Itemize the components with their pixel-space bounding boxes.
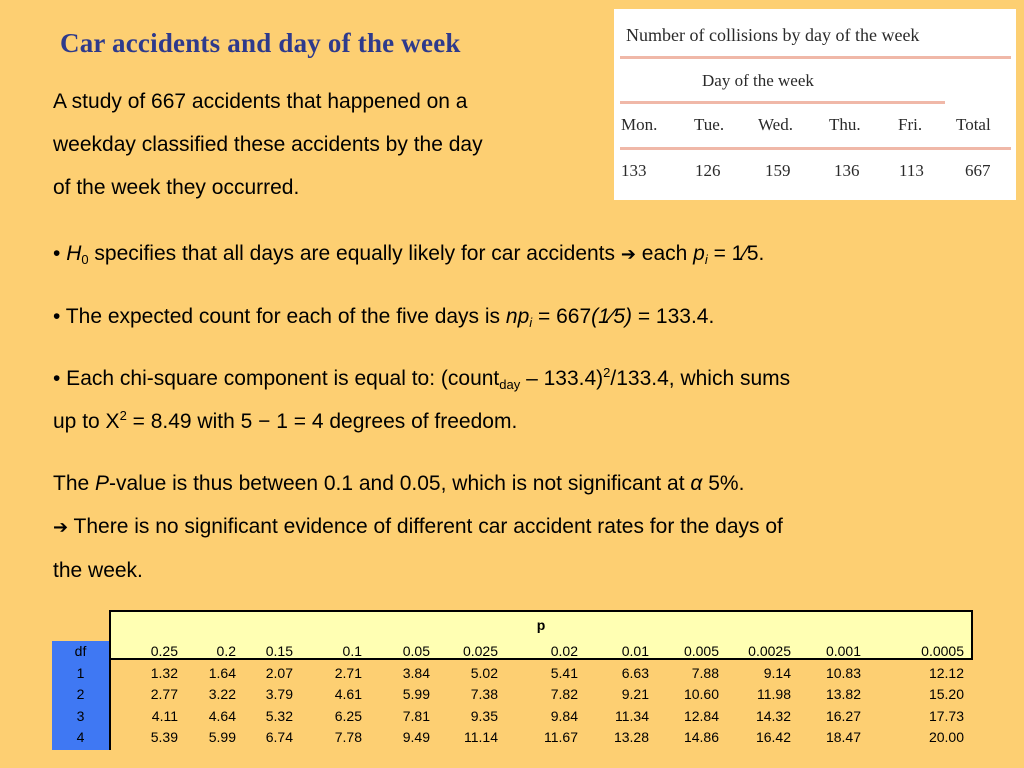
collision-header-mon: Mon. (621, 115, 658, 134)
critical-value-cell: 5.32 (265, 707, 293, 724)
p-value-header: 0.1 (342, 643, 362, 659)
bullet-text: • The expected count for each of the five days is (53, 305, 506, 328)
alpha-symbol: α (690, 472, 703, 495)
p-value-header: 0.001 (825, 643, 861, 659)
collision-value-fri: 113 (899, 161, 924, 180)
intro-line: of the week they occurred. (53, 176, 300, 199)
bullet-text: – 133.4) (520, 367, 604, 390)
critical-value-cell: 9.35 (470, 707, 498, 724)
critical-value-cell: 11.98 (757, 686, 791, 702)
df-header-label: df (74, 643, 87, 659)
conclusion-text: The (53, 472, 96, 495)
critical-value-cell: 7.88 (691, 664, 719, 681)
table-rule (620, 147, 1011, 150)
collision-value-wed: 159 (765, 161, 791, 180)
count-subscript: day (499, 377, 521, 392)
critical-value-cell: 9.84 (550, 707, 578, 724)
p-value-header: 0.0005 (921, 643, 964, 659)
fraction: (1⁄5) (591, 305, 632, 328)
critical-value-cell: 2.71 (334, 664, 362, 681)
bullet-text: • Each chi-square component is equal to: (count (53, 367, 500, 390)
p-value-header: 0.25 (150, 643, 178, 659)
bullet-chi-square (53, 357, 983, 443)
intro-line: A study of 667 accidents that happened on a (53, 90, 468, 113)
df-value: 3 (76, 707, 85, 724)
intro-paragraph (53, 80, 613, 209)
critical-value-cell: 16.27 (825, 707, 861, 724)
bullet-text: specifies that all days are equally likely for car accidents (88, 242, 621, 265)
bullet-text: = 1⁄5. (707, 242, 765, 265)
critical-value-cell: 20.00 (928, 729, 964, 745)
bullet-text: = 8.49 with 5 − 1 = 4 degrees of freedom. (126, 410, 518, 433)
p-value-header: 0.02 (550, 643, 578, 659)
bullet-text: /133.4, which sums (610, 367, 791, 390)
bullet-text: up to X (53, 410, 120, 433)
critical-value-cell: 14.86 (683, 729, 719, 745)
critical-value-cell: 9.14 (763, 664, 791, 681)
critical-value-cell: 7.81 (402, 707, 430, 724)
critical-value-cell: 12.12 (928, 664, 964, 681)
critical-value-cell: 1.32 (150, 664, 178, 681)
critical-value-cell: 16.42 (755, 729, 791, 745)
critical-value-cell: 3.79 (265, 686, 293, 702)
square-superscript: 2 (603, 365, 611, 380)
collision-value-total: 667 (965, 161, 991, 180)
critical-value-cell: 6.63 (621, 664, 649, 681)
square-superscript: 2 (119, 408, 127, 423)
critical-value-cell: 5.41 (550, 664, 578, 681)
critical-value-cell: 2.07 (265, 664, 293, 681)
critical-value-cell: 11.34 (615, 707, 649, 724)
critical-value-cell: 7.78 (334, 729, 362, 745)
bullet-text: = 667 (532, 305, 592, 328)
collision-header-wed: Wed. (758, 115, 793, 134)
p-value-header: 0.05 (402, 643, 430, 659)
conclusion-paragraph (53, 462, 983, 592)
h-subscript: 0 (81, 252, 89, 267)
collision-header-tue: Tue. (694, 115, 725, 134)
bullet-expected-count (53, 295, 983, 338)
df-value: 4 (76, 729, 85, 745)
p-value-header: 0.005 (683, 643, 719, 659)
critical-value-cell: 6.25 (334, 707, 362, 724)
p-value-header: 0.025 (462, 643, 498, 659)
critical-value-cell: 5.39 (150, 729, 178, 745)
critical-value-cell: 4.11 (151, 707, 178, 724)
critical-value-cell: 5.99 (402, 686, 430, 702)
critical-value-cell: 2.77 (150, 686, 178, 702)
p-value-header: 0.01 (621, 643, 649, 659)
collision-header-total: Total (956, 115, 991, 134)
critical-value-cell: 14.32 (755, 707, 791, 724)
p-value-header: 0.2 (216, 643, 236, 659)
critical-value-cell: 11.67 (544, 729, 578, 745)
conclusion-text: 5%. (702, 472, 745, 495)
critical-value-cell: 4.64 (208, 707, 236, 724)
arrow-icon: ➔ (53, 517, 69, 538)
critical-value-cell: 7.38 (470, 686, 498, 702)
np-subscript: i (529, 315, 533, 330)
critical-value-cell: 11.14 (464, 729, 498, 745)
critical-value-cell: 13.28 (613, 729, 649, 745)
chi-square-table (52, 610, 973, 750)
intro-line: weekday classified these accidents by the day (53, 133, 483, 156)
critical-value-cell: 5.99 (208, 729, 236, 745)
critical-value-cell: 7.82 (550, 686, 578, 702)
conclusion-text: the week. (53, 559, 143, 582)
critical-value-cell: 10.60 (683, 686, 719, 702)
p-symbol: p (693, 242, 705, 265)
critical-value-cell: 3.22 (208, 686, 236, 702)
p-value-header: 0.15 (265, 643, 293, 659)
critical-value-cell: 6.74 (265, 729, 293, 745)
bullet-null-hypothesis (53, 232, 983, 276)
collision-table-caption: Number of collisions by day of the week (626, 25, 920, 45)
conclusion-text: -value is thus between 0.1 and 0.05, which is not significant at (109, 472, 691, 495)
collision-value-mon: 133 (621, 161, 647, 180)
arrow-icon: ➔ (620, 244, 636, 265)
critical-value-cell: 9.21 (621, 686, 649, 702)
df-value: 1 (76, 664, 85, 681)
critical-value-cell: 17.73 (928, 707, 964, 724)
critical-value-cell: 13.82 (825, 686, 861, 702)
p-subscript: i (704, 252, 708, 267)
collision-table (614, 9, 1016, 200)
bullet-text: = 133.4. (632, 305, 715, 328)
table-rule (620, 101, 945, 104)
p-symbol: P (95, 472, 110, 495)
critical-value-cell: 15.20 (928, 686, 964, 702)
conclusion-text: There is no significant evidence of different car accident rates for the days of (68, 515, 783, 538)
table-rule (620, 56, 1011, 59)
p-header-label: p (536, 617, 546, 633)
slide-title: Car accidents and day of the week (60, 28, 461, 58)
bullet-mark: • (53, 242, 67, 265)
collision-value-thu: 136 (834, 161, 860, 180)
bullet-text: each (635, 242, 694, 265)
critical-value-cell: 10.83 (825, 664, 861, 681)
critical-value-cell: 12.84 (683, 707, 719, 724)
df-value: 2 (76, 686, 85, 702)
critical-value-cell: 18.47 (825, 729, 861, 745)
np-symbol: np (505, 305, 530, 328)
critical-value-cell: 3.84 (402, 664, 430, 681)
collision-header-thu: Thu. (829, 115, 861, 134)
collision-value-tue: 126 (695, 161, 721, 180)
collision-header-fri: Fri. (898, 115, 923, 134)
critical-value-cell: 1.64 (208, 664, 236, 681)
critical-value-cell: 4.61 (334, 686, 362, 702)
critical-value-cell: 5.02 (470, 664, 498, 681)
critical-value-cell: 9.49 (402, 729, 430, 745)
p-value-header: 0.0025 (748, 643, 791, 659)
h-symbol: H (66, 242, 82, 265)
collision-group-header: Day of the week (702, 71, 814, 90)
